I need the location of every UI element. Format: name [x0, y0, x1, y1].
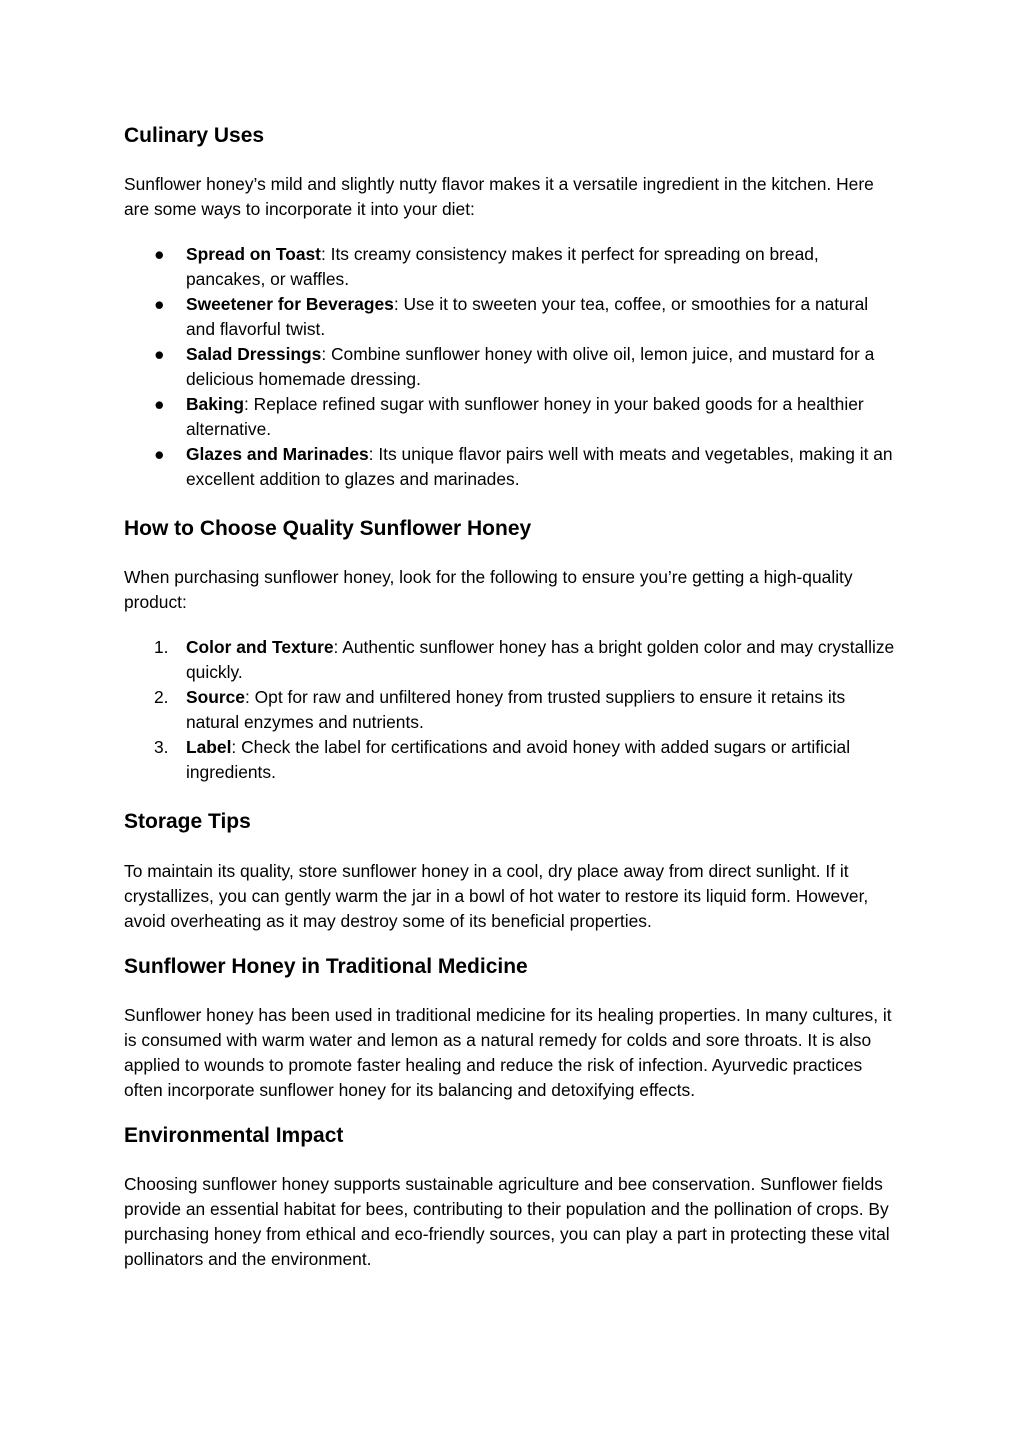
list-item-text: : Use it to sweeten your tea, coffee, or smoothies for a natural and flavorful twist.: [186, 294, 869, 340]
list-item: [124, 442, 900, 492]
section-heading: How to Choose Quality Sunflower Honey: [124, 517, 532, 541]
section-storage-tips: [124, 809, 900, 933]
bullet-marker: ●: [154, 294, 165, 315]
section-body: Choosing sunflower honey supports sustainable agriculture and bee conservation. Sunflower fields provide an essential habitat for bees, contributing to their population and the pollination of crops. By purchasing honey from ethical and eco-friendly sources, you can play a part in protecting these vital pollinators and the environment.: [124, 1173, 890, 1269]
list-item: [124, 685, 900, 735]
section-heading: Culinary Uses: [124, 124, 265, 147]
list-item-text: : Replace refined sugar with sunflower honey in your baked goods for a healthier alternative.: [186, 394, 864, 440]
list-item-text: : Its unique flavor pairs well with meats and vegetables, making it an excellent addition to glazes and marinades.: [186, 444, 893, 490]
section-body: To maintain its quality, store sunflower honey in a cool, dry place away from direct sunlight. If it crystallizes, you can gently warm the jar in a bowl of hot water to restore its liquid form. However, avoid overheating as it may destroy some of its beneficial properties.: [124, 860, 869, 931]
bullet-marker: ●: [154, 244, 165, 265]
section-choose-quality: [124, 516, 900, 785]
list-item-text: : Its creamy consistency makes it perfect for spreading on bread, pancakes, or waffles.: [186, 244, 819, 290]
section-intro: When purchasing sunflower honey, look for the following to ensure you’re getting a high-quality product:: [124, 567, 853, 613]
list-item-term: Glazes and Marinades: [186, 444, 369, 465]
list-item: [124, 635, 900, 685]
list-item-text: : Check the label for certifications and avoid honey with added sugars or artificial ingredients.: [186, 737, 851, 783]
number-marker: 3.: [154, 737, 169, 758]
bullet-marker: ●: [154, 444, 165, 465]
list-item-term: Spread on Toast: [186, 244, 321, 265]
list-item-term: Baking: [186, 394, 244, 415]
list-item: [124, 292, 900, 342]
section-intro: Sunflower honey’s mild and slightly nutty flavor makes it a versatile ingredient in the kitchen. Here are some ways to incorporate it into your diet:: [124, 174, 874, 220]
list-item-term: Sweetener for Beverages: [186, 294, 394, 315]
section-culinary-uses: [124, 123, 900, 492]
section-body: Sunflower honey has been used in traditional medicine for its healing properties. In many cultures, it is consumed with warm water and lemon as a natural remedy for colds and sore throats. It is also applied to wounds to promote faster healing and reduce the risk of infection. Ayurvedic practices often incorporate sunflower honey for its balancing and detoxifying effects.: [124, 1004, 892, 1100]
numbered-list: [124, 635, 900, 785]
bullet-marker: ●: [154, 394, 165, 415]
number-marker: 2.: [154, 687, 169, 708]
section-heading: Sunflower Honey in Traditional Medicine: [124, 954, 528, 978]
section-heading: Storage Tips: [124, 810, 251, 834]
list-item-term: Source: [186, 687, 245, 708]
list-item: [124, 392, 900, 442]
section-heading: Environmental Impact: [124, 1123, 344, 1147]
list-item-text: : Opt for raw and unfiltered honey from trusted suppliers to ensure it retains its natural enzymes and nutrients.: [186, 687, 846, 733]
list-item-text: : Combine sunflower honey with olive oil, lemon juice, and mustard for a delicious homemade dressing.: [186, 344, 875, 390]
list-item: [124, 342, 900, 392]
list-item-text: : Authentic sunflower honey has a bright golden color and may crystallize quickly.: [186, 637, 895, 683]
list-item-term: Label: [186, 737, 232, 758]
section-environmental-impact: [124, 1123, 900, 1272]
list-item: [124, 735, 900, 785]
bullet-marker: ●: [154, 344, 165, 365]
list-item-term: Color and Texture: [186, 637, 334, 658]
section-traditional-medicine: [124, 954, 900, 1103]
number-marker: 1.: [154, 637, 169, 658]
list-item: [124, 242, 900, 292]
bullet-list: [124, 242, 900, 492]
list-item-term: Salad Dressings: [186, 344, 322, 365]
